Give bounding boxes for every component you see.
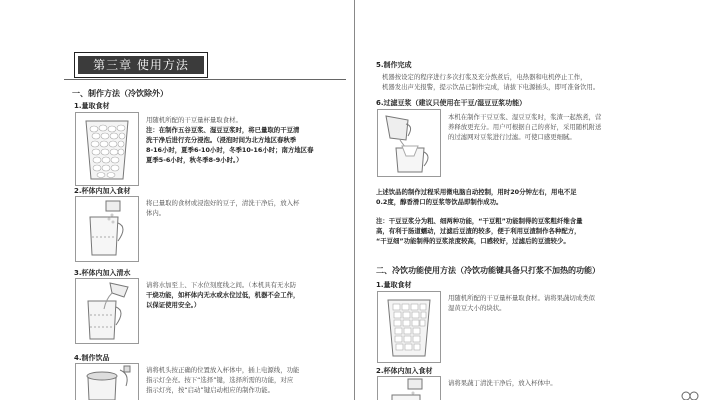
- step4-text: 请将机头按正确的位置放入杯体中，插上电源线，功能 指示灯全亮。按下“选择”键，选择所需的功能，对应 指示灯亮，按“启动”键启动相应的制作功能。: [146, 366, 300, 394]
- step4-title: 4.制作饮品: [74, 354, 110, 362]
- step6-title: 6.过滤豆浆（建议只使用在干豆/湿豆豆浆功能）: [376, 99, 527, 107]
- step1-text: 用随机所配的干豆量杯量取食材。 注：在制作五谷豆浆、湿豆豆浆时，将已量取的干豆清 洗干净后进行充分浸泡。（浸泡时间为北方地区春秋季 8-16小时，夏季6-10小时，冬季10-16小时；南方地区春 夏季5-6小时，秋冬季8-9小时。）: [146, 116, 314, 164]
- make-drink-illustration: [75, 363, 139, 400]
- cold-step1-title: 1.量取食材: [376, 281, 412, 289]
- cold-step2-text: 请将果蔬丁清洗干净后，放入杯体中。: [448, 379, 557, 387]
- step6-text: 本机在制作干豆豆浆、湿豆豆浆时，浆渣一起熬煮，营 养释放更充分。用户可根据自己的喜好，采用随机附送 的过滤网对豆浆进行过滤。可使口感更细腻。: [448, 113, 602, 141]
- bean-milk-note: 注：干豆豆浆分为粗、细两种功能，“干豆粗”功能制得的豆浆粗纤维含量 高，有利于肠道蠕动，过滤后豆渣的较多，便于利用豆渣制作各种配方， “干豆细”功能制得的豆浆浓度较高，口感较好，过滤后的豆渣较少。: [376, 217, 583, 245]
- water-pour-icon: [76, 279, 138, 343]
- cold-step2-title: 2.杯体内加入食材: [376, 367, 433, 375]
- edge-decoration-icon: [680, 388, 700, 400]
- step2-text: 将已量取的食材或浸泡好的豆子，清洗干净后，放入杯 体内。: [146, 199, 300, 217]
- chapter-heading: [74, 52, 208, 78]
- cold-beans-cup-illustration: [377, 291, 441, 363]
- step2-title: 2.杯体内加入食材: [74, 187, 131, 195]
- section1-title: 一、制作方法（冷饮除外）: [72, 89, 168, 98]
- fruit-cup-icon: [378, 292, 440, 362]
- step3-text: 请将水加至上、下水位刻度线之间。（本机具有无水防 干烧功能，如杯体内无水或水位过低，机器不会工作， 以保证使用安全。）: [146, 281, 300, 309]
- step5-text: 机器按设定的程序进行多次打浆及充分熬煮后，电热器和电机停止工作， 机器发出声光报警，提示饮品已制作完成，请拔下电源插头，即可准备饮用。: [382, 73, 600, 91]
- filter-illustration: [377, 109, 441, 177]
- jug-pour-icon: [76, 197, 138, 261]
- plug-in-icon: [76, 364, 138, 400]
- chapter-rule: [64, 79, 346, 80]
- step3-title: 3.杯体内加入清水: [74, 269, 131, 277]
- cold-add-ingredients-illustration: [377, 376, 441, 400]
- process-note: 上述饮品的制作过程采用微电脑自动控制，用时20分钟左右，用电不足 0.2度，醇香滑口的豆浆等饮品即制作成功。: [376, 188, 577, 206]
- add-water-illustration: [75, 278, 139, 344]
- section2-title: 二、冷饮功能使用方法（冷饮功能键具备只打浆不加热的功能）: [376, 266, 600, 275]
- veg-cup-icon: [378, 377, 440, 400]
- add-ingredients-illustration: [75, 196, 139, 262]
- step5-title: 5.制作完成: [376, 61, 412, 69]
- beans-cup-illustration: [75, 112, 139, 186]
- step1-title: 1.量取食材: [74, 102, 110, 110]
- chapter-title: 第三章 使用方法: [78, 56, 204, 74]
- cold-step1-text: 用随机所配的干豆量杯量取食材。请将果蔬切成类似 湿黄豆大小的块状。: [448, 294, 595, 312]
- right-page: [355, 0, 707, 400]
- bean-cup-icon: [76, 113, 138, 185]
- filter-pour-icon: [378, 110, 440, 176]
